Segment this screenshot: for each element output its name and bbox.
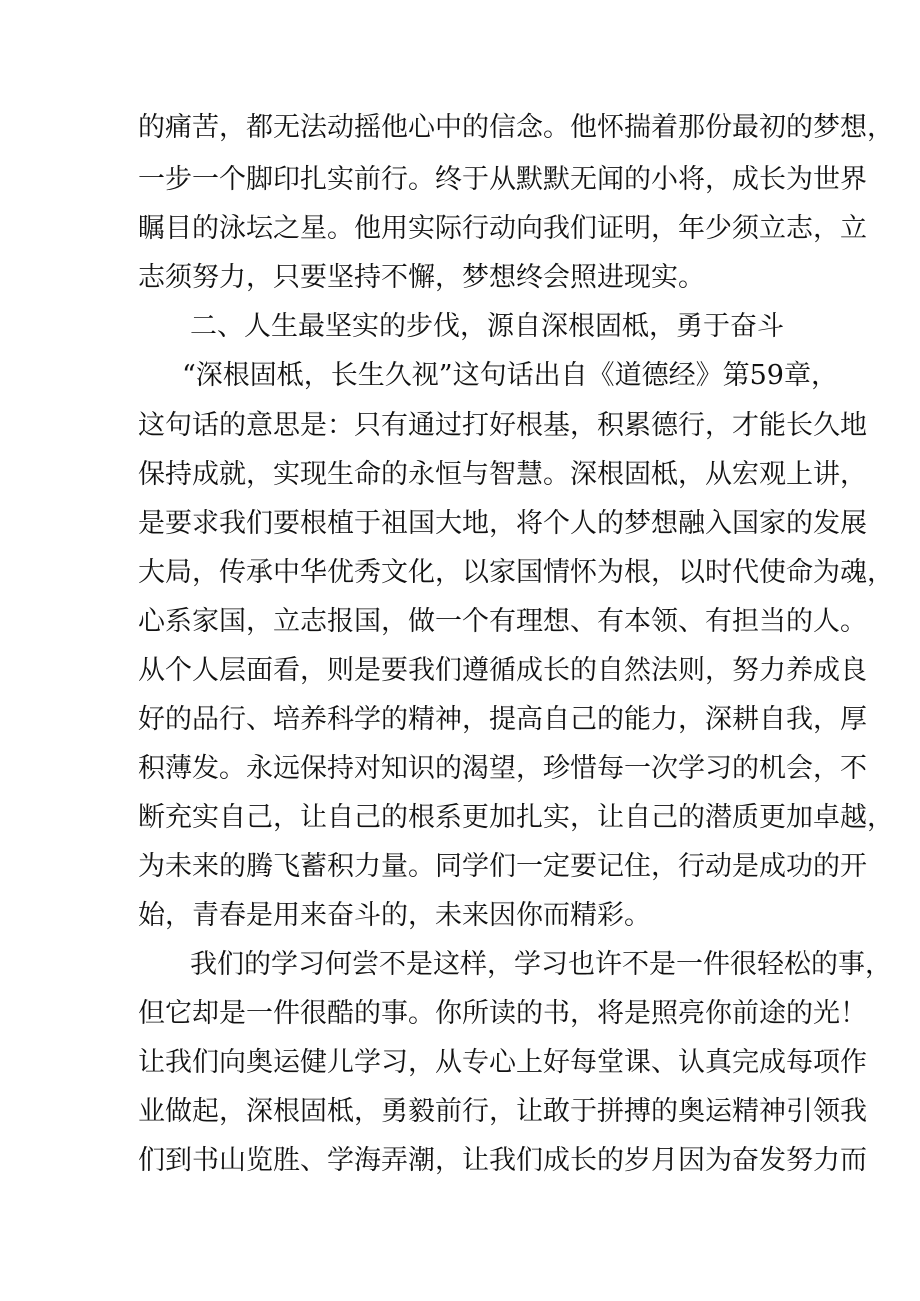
body-text-line: 我们的学习何尝不是这样，学习也许不是一件很轻松的事， xyxy=(190,949,892,980)
body-text-line: 让我们向奥运健儿学习，从专心上好每堂课、认真完成每项作 xyxy=(138,1047,867,1078)
body-text-line: 断充实自己，让自己的根系更加扎实，让自己的潜质更加卓越， xyxy=(138,802,894,833)
body-text-line: 的痛苦，都无法动摇他心中的信念。他怀揣着那份最初的梦想， xyxy=(138,112,894,143)
body-text-line: 从个人层面看，则是要我们遵循成长的自然法则，努力养成良 xyxy=(138,655,867,686)
body-text-line: 始，青春是用来奋斗的，未来因你而精彩。 xyxy=(138,900,651,931)
body-text-line: 积薄发。永远保持对知识的渴望，珍惜每一次学习的机会，不 xyxy=(138,753,867,784)
body-text-line: 是要求我们要根植于祖国大地，将个人的梦想融入国家的发展 xyxy=(138,508,867,539)
body-text-line: 们到书山览胜、学海弄潮，让我们成长的岁月因为奋发努力而 xyxy=(138,1145,867,1176)
body-text-line: 但它却是一件很酷的事。你所读的书，将是照亮你前途的光！ xyxy=(138,998,867,1029)
body-text-line: 这句话的意思是：只有通过打好根基，积累德行，才能长久地 xyxy=(138,410,867,441)
body-text-line: 大局，传承中华优秀文化，以家国情怀为根，以时代使命为魂， xyxy=(138,557,894,588)
body-text-line: 心系家国，立志报国，做一个有理想、有本领、有担当的人。 xyxy=(138,606,867,637)
body-text-line: 好的品行、培养科学的精神，提高自己的能力，深耕自我，厚 xyxy=(138,704,867,735)
body-text-line: 保持成就，实现生命的永恒与智慧。深根固柢，从宏观上讲， xyxy=(138,459,867,490)
section-heading: 二、人生最坚实的步伐，源自深根固柢，勇于奋斗 xyxy=(190,311,784,342)
body-text-line: 瞩目的泳坛之星。他用实际行动向我们证明，年少须立志，立 xyxy=(138,213,867,244)
body-text-line: 业做起，深根固柢，勇毅前行，让敢于拼搏的奥运精神引领我 xyxy=(138,1096,867,1127)
body-text-line: 一步一个脚印扎实前行。终于从默默无闻的小将，成长为世界 xyxy=(138,164,867,195)
body-text-line: “深根固柢，长生久视”这句话出自《道德经》第59章， xyxy=(182,360,838,391)
body-text-line: 志须努力，只要坚持不懈，梦想终会照进现实。 xyxy=(138,262,705,293)
body-text-line: 为未来的腾飞蓄积力量。同学们一定要记住，行动是成功的开 xyxy=(138,851,867,882)
